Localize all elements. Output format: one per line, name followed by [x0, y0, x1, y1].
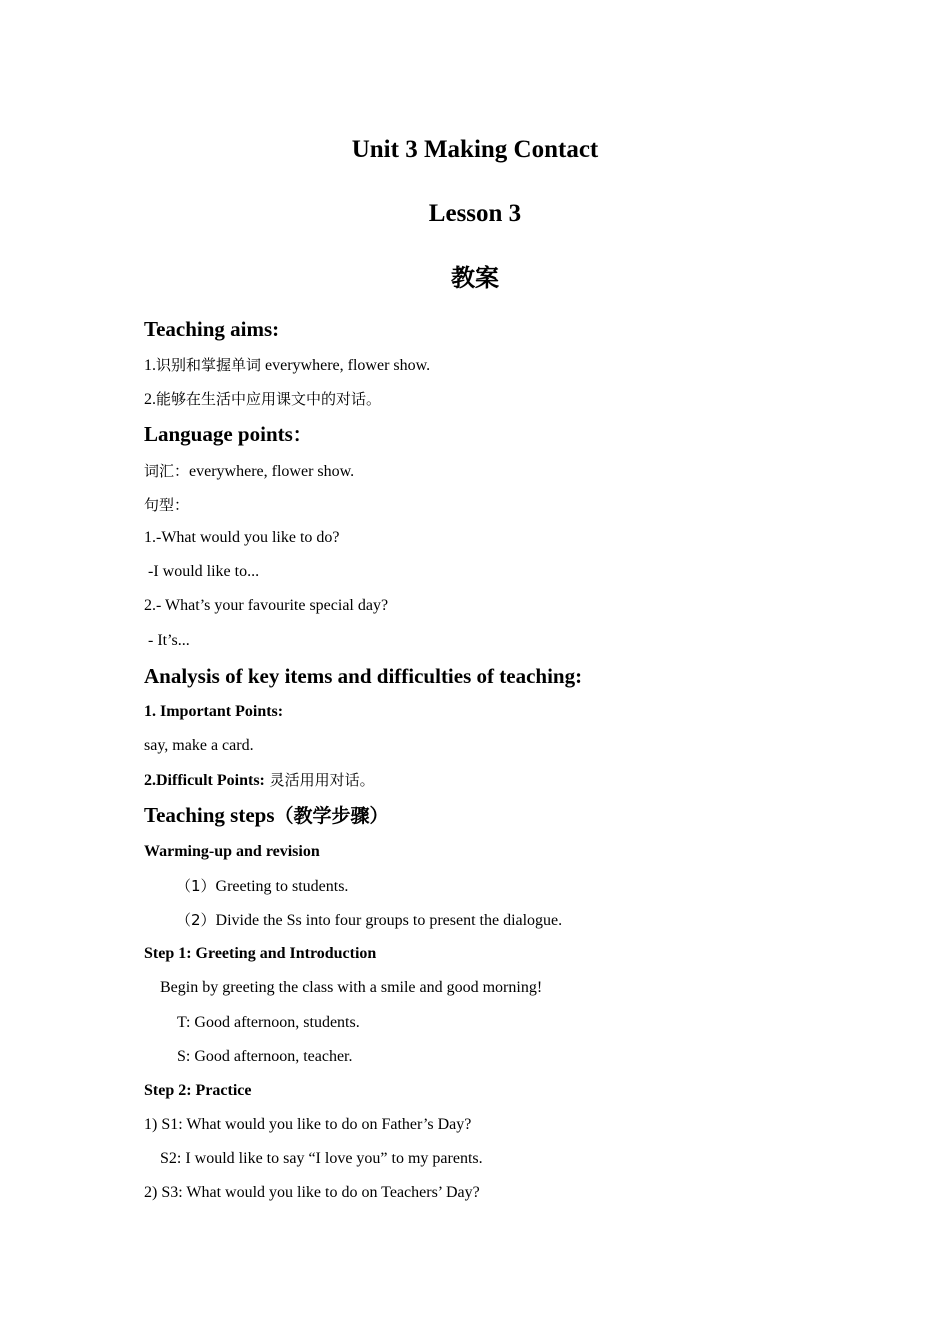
vocab-line — [144, 461, 354, 482]
vocab-label: 词汇： — [144, 462, 190, 480]
teaching-steps-chinese: （教学步骤） — [274, 805, 389, 827]
practice-1-reply: S2: I would like to say “I love you” to my parents. — [160, 1150, 483, 1167]
document-title: Unit 3 Making Contact — [351, 136, 599, 163]
warming-up-label: Warming-up and revision — [144, 843, 320, 860]
teaching-steps-heading — [144, 802, 389, 829]
sentence-1: 1.-What would you like to do? — [144, 529, 340, 546]
language-points-heading — [144, 421, 312, 448]
aim-item-2 — [144, 389, 381, 410]
aim-1-english: everywhere, flower show. — [261, 357, 431, 374]
step-1-teacher-line: T: Good afternoon, students. — [177, 1014, 360, 1031]
warming-item-1-text: Greeting to students. — [215, 878, 349, 895]
important-points-label: 1. Important Points: — [144, 703, 284, 720]
teaching-aims-heading: Teaching aims: — [144, 317, 280, 341]
doc-type-title: 教案 — [451, 264, 499, 292]
step-2-label: Step 2: Practice — [144, 1082, 252, 1099]
aim-1-number: 1. — [144, 357, 156, 374]
practice-2: 2) S3: What would you like to do on Teachers’ Day? — [144, 1184, 480, 1201]
step-1-text: Begin by greeting the class with a smile and good morning! — [160, 979, 543, 996]
difficult-points-text: 灵活用用对话。 — [264, 771, 375, 789]
language-points-colon: ： — [292, 424, 312, 446]
language-points-label: Language points — [144, 422, 293, 446]
teaching-steps-label: Teaching steps — [144, 803, 275, 827]
analysis-heading: Analysis of key items and difficulties of teaching: — [144, 664, 583, 688]
sentence-2-reply: - It’s... — [144, 632, 190, 649]
step-1-label: Step 1: Greeting and Introduction — [144, 945, 377, 962]
warming-item-2-text: Divide the Ss into four groups to present the dialogue. — [215, 912, 563, 929]
step-1-student-line: S: Good afternoon, teacher. — [177, 1048, 353, 1065]
practice-1: 1) S1: What would you like to do on Father’s Day? — [144, 1116, 472, 1133]
aim-1-chinese: 识别和掌握单词 — [156, 356, 262, 374]
aim-item-1 — [144, 355, 430, 376]
sentence-2: 2.- What’s your favourite special day? — [144, 597, 389, 614]
aim-2-chinese: 能够在生活中应用课文中的对话。 — [156, 390, 382, 408]
warming-item-1-number: （1） — [176, 877, 216, 895]
difficult-points-line — [144, 770, 375, 791]
sentence-pattern-label: 句型： — [144, 496, 190, 514]
warming-item-1 — [176, 876, 348, 897]
vocab-text: everywhere, flower show. — [189, 463, 355, 480]
aim-2-number: 2. — [144, 391, 156, 408]
lesson-title: Lesson 3 — [428, 200, 522, 227]
difficult-points-label: 2.Difficult Points: — [144, 772, 265, 789]
warming-item-2 — [176, 910, 562, 931]
important-points-text: say, make a card. — [144, 737, 254, 754]
warming-item-2-number: （2） — [176, 911, 216, 929]
sentence-1-reply: -I would like to... — [144, 563, 260, 580]
